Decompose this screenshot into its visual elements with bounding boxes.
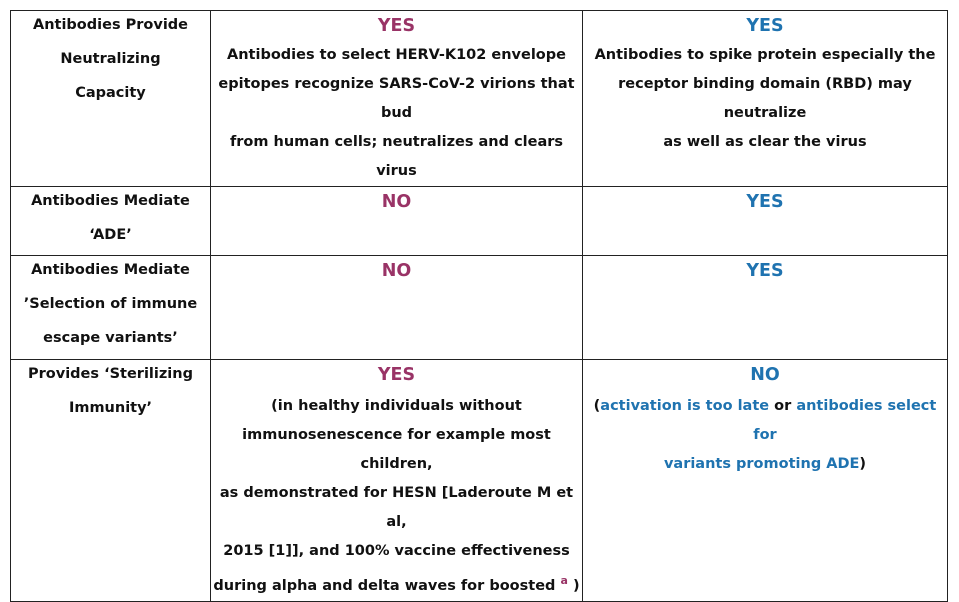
footnote-superscript: a (560, 574, 568, 587)
connector-text: or (769, 398, 797, 414)
spike-cell (583, 187, 948, 256)
row-label (11, 357, 210, 425)
herv-cell (211, 11, 583, 187)
detail-line: from human cells; neutralizes and clears virus (229, 134, 564, 179)
table-row (11, 11, 948, 187)
close-paren: ) (859, 456, 867, 472)
row-label-line: Antibodies Provide (32, 17, 189, 33)
row-label-line: escape variants’ (43, 330, 178, 346)
herv-cell (211, 256, 583, 360)
row-label-line: Antibodies Mediate (31, 262, 190, 278)
row-label-line: Immunity’ (68, 400, 153, 416)
detail-line: 2015 [1]], and 100% vaccine effectiveness (223, 543, 570, 559)
detail-line: epitopes recognize SARS-CoV-2 virions that bud (218, 76, 575, 121)
row-label-line: Capacity (75, 85, 146, 101)
detail-line: immunosenescence for example most children, (242, 427, 551, 472)
verdict-yes: YES (746, 16, 784, 36)
verdict-yes: YES (377, 365, 416, 385)
row-label-cell (11, 256, 211, 360)
table-row (11, 187, 948, 256)
row-label (11, 8, 210, 110)
row-label-cell (11, 360, 211, 602)
verdict-yes: YES (746, 261, 784, 281)
herv-cell (211, 187, 583, 256)
verdict-yes: YES (377, 16, 416, 36)
spike-cell (583, 256, 948, 360)
verdict-yes: YES (746, 192, 784, 212)
row-label-line: Provides ‘Sterilizing (28, 366, 193, 382)
verdict-no: NO (381, 261, 412, 281)
closing-paren: ) (567, 577, 580, 594)
row-label-line: ’Selection of immune (23, 296, 198, 312)
comparison-table (10, 10, 948, 602)
highlight-text: activation is too late (600, 398, 770, 414)
row-label-line: ‘ADE’ (89, 227, 132, 243)
detail-line (585, 392, 945, 450)
detail-line (213, 566, 580, 601)
row-label (11, 184, 210, 252)
open-paren: ( (593, 398, 601, 414)
cell-detail (211, 41, 582, 186)
verdict-no: NO (381, 192, 412, 212)
detail-line: as demonstrated for HESN [Laderoute M et al, (219, 485, 574, 530)
detail-line: Antibodies to spike protein especially the (594, 47, 936, 63)
table-row (11, 256, 948, 360)
spike-cell (583, 11, 948, 187)
row-label-line: Neutralizing (60, 51, 161, 67)
spike-cell (583, 360, 948, 602)
detail-line: receptor binding domain (RBD) may neutralize (618, 76, 912, 121)
verdict-no: NO (750, 365, 780, 385)
detail-text: during alpha and delta waves for boosted (213, 577, 556, 594)
cell-detail (583, 41, 947, 157)
herv-cell (211, 360, 583, 602)
row-label-cell (11, 187, 211, 256)
detail-line: as well as clear the virus (663, 134, 867, 150)
cell-detail (583, 390, 947, 479)
detail-line: (in healthy individuals without (271, 398, 522, 414)
highlight-text: variants promoting ADE (663, 456, 860, 472)
highlight-text: antibodies select for (753, 398, 937, 443)
row-label-cell (11, 11, 211, 187)
detail-line: Antibodies to select HERV-K102 envelope (227, 47, 566, 63)
row-label (11, 253, 210, 355)
row-label-line: Antibodies Mediate (31, 193, 190, 209)
cell-detail (211, 390, 582, 601)
table-row (11, 360, 948, 602)
detail-line (585, 450, 945, 479)
